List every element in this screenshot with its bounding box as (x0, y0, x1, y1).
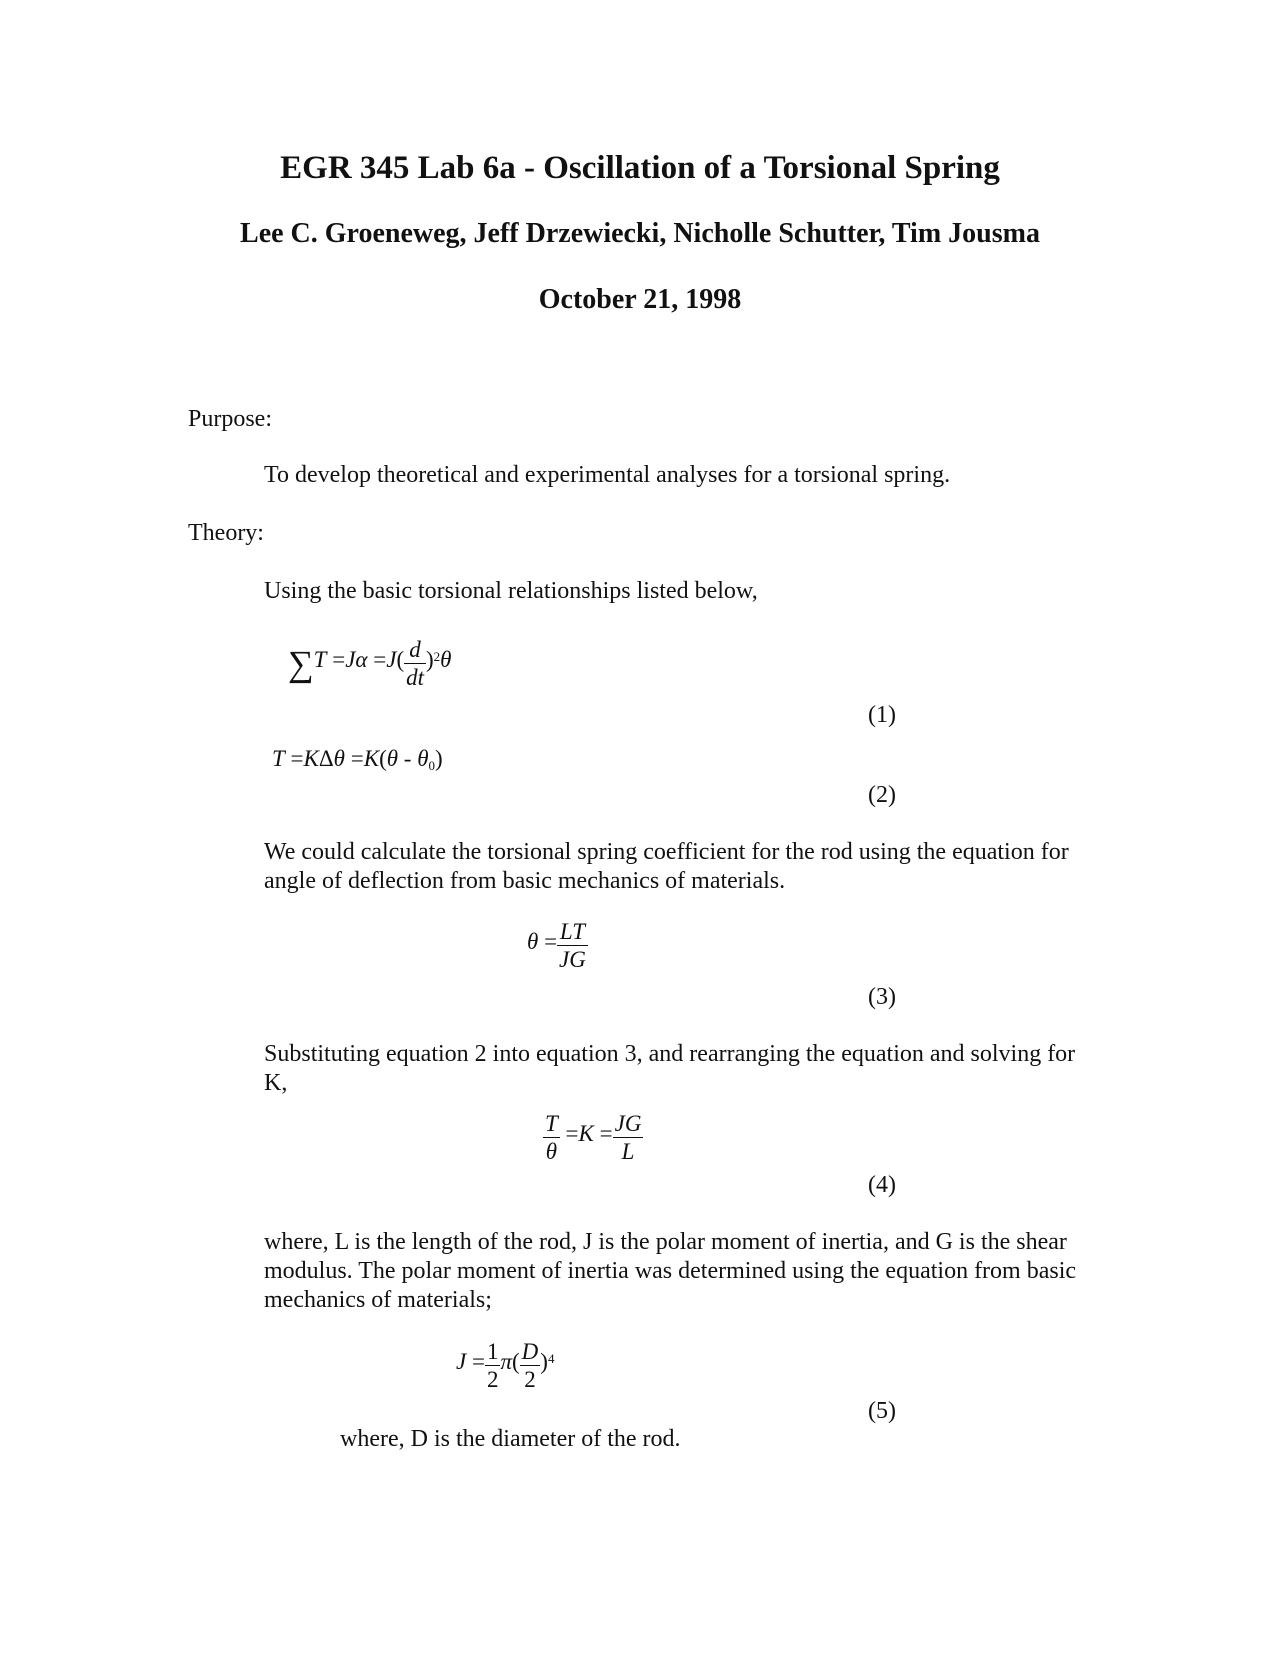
theory-paragraph-where: where, L is the length of the rod, J is the polar moment of inertia, and G is the shear modulus. The polar moment of inertia was determined using the equation from basic mechanics of materials; (264, 1229, 1077, 1313)
equation-number-5: (5) (868, 1398, 896, 1424)
equation-2: $T =K\Delta\theta =K(\theta - \theta_0)$ (272, 746, 443, 774)
equation-number-3: (3) (868, 984, 896, 1010)
theory-paragraph-diameter: where, D is the diameter of the rod. (340, 1426, 681, 1452)
equation-number-1: (1) (868, 702, 896, 728)
equation-number-4: (4) (868, 1172, 896, 1198)
authors: Lee C. Groeneweg, Jeff Drzewiecki, Nicholle Schutter, Tim Jousma (240, 218, 1040, 249)
purpose-heading: Purpose: (188, 406, 272, 432)
theory-heading: Theory: (188, 520, 264, 546)
equation-1: ∑T =Jα =J( $\frac{d}{dt}$ )$^2$θ (288, 637, 452, 690)
document-date: October 21, 1998 (538, 284, 742, 315)
equation-3: θ = $\frac{LT}{JG}$ (527, 919, 586, 972)
document-title: EGR 345 Lab 6a - Oscillation of a Torsional Spring (280, 150, 1000, 186)
purpose-text: To develop theoretical and experimental analyses for a torsional spring. (264, 462, 951, 488)
theory-intro: Using the basic torsional relationships listed below, (264, 578, 758, 604)
equation-number-2: (2) (868, 782, 896, 808)
equation-4: $\frac{T}{\theta}$ =K = $\frac{JG}{L}$ (545, 1111, 642, 1164)
equation-5: J = $\frac{1}{2}$ π( $\frac{D}{2}$ )$^4$ (456, 1339, 555, 1392)
theory-paragraph-substitution: Substituting equation 2 into equation 3, and rearranging the equation and solving for K, (264, 1041, 1076, 1096)
theory-paragraph-rod: We could calculate the torsional spring coefficient for the rod using the equation for angle of deflection from basic mechanics of materials. (264, 839, 1069, 894)
